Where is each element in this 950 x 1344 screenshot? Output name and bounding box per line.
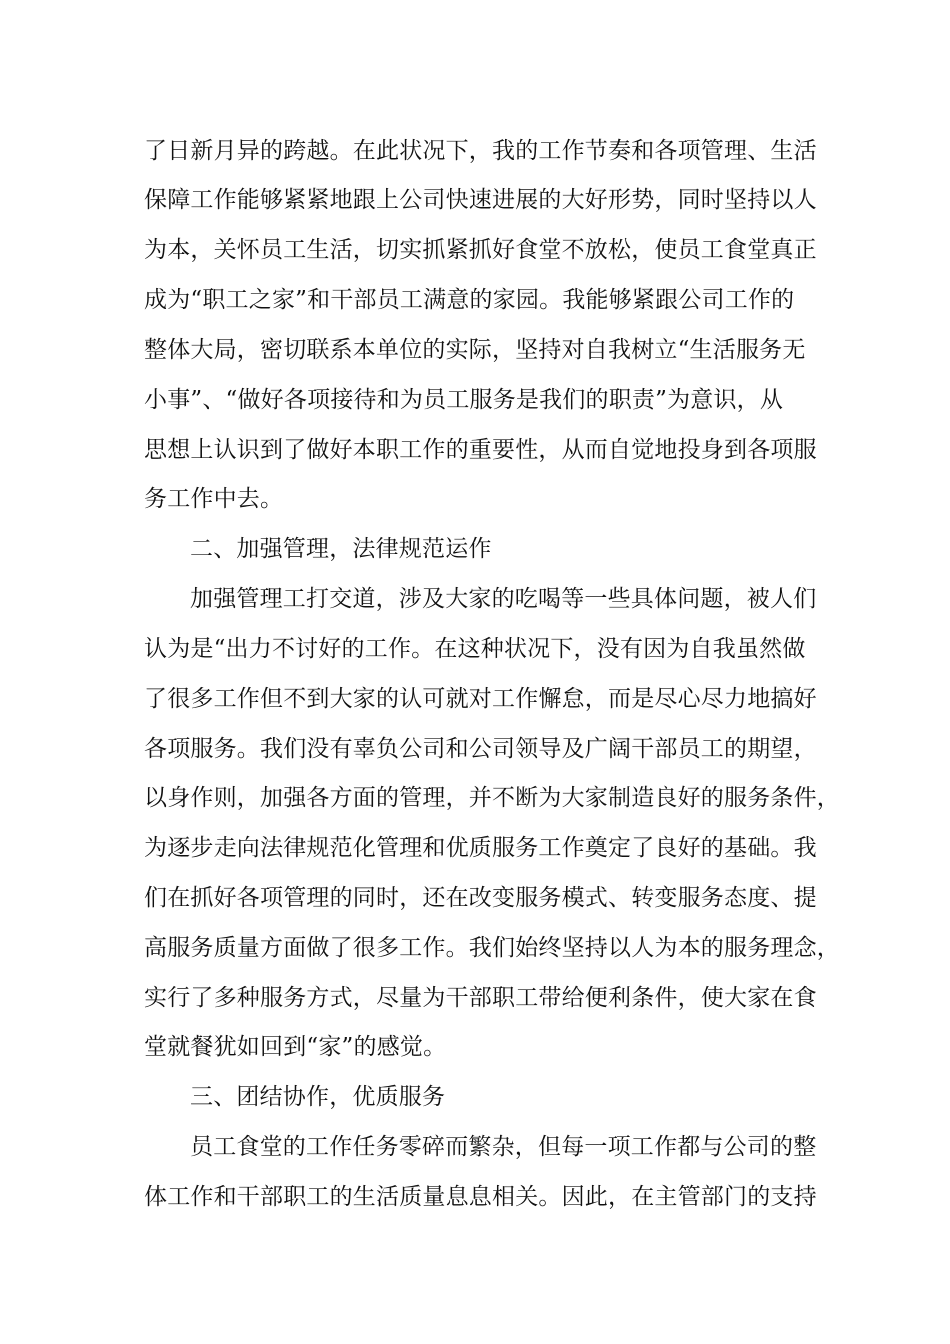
- text-line: 加强管理工打交道，涉及大家的吃喝等一些具体问题，被人们: [190, 586, 817, 612]
- text-line: 整体大局，密切联系本单位的实际，坚持对自我树立“生活服务无: [144, 337, 806, 363]
- section-heading: 二、加强管理，法律规范运作: [190, 536, 492, 562]
- text-line: 务工作中去。: [144, 486, 284, 512]
- text-line: 了很多工作但不到大家的认可就对工作懈怠，而是尽心尽力地搞好: [144, 686, 817, 712]
- text-line: 了日新月异的跨越。在此状况下，我的工作节奏和各项管理、生活: [144, 138, 817, 164]
- text-line: 体工作和干部职工的生活质量息息相关。因此，在主管部门的支持: [144, 1184, 817, 1210]
- text-line: 高服务质量方面做了很多工作。我们始终坚持以人为本的服务理念，: [144, 935, 840, 961]
- text-line: 员工食堂的工作任务零碎而繁杂，但每一项工作都与公司的整: [190, 1134, 817, 1160]
- text-line: 为本，关怀员工生活，切实抓紧抓好食堂不放松，使员工食堂真正: [144, 237, 817, 263]
- text-line: 为逐步走向法律规范化管理和优质服务工作奠定了良好的基础。我: [144, 835, 817, 861]
- text-line: 以身作则，加强各方面的管理，并不断为大家制造良好的服务条件，: [144, 785, 840, 811]
- text-line: 们在抓好各项管理的同时，还在改变服务模式、转变服务态度、提: [144, 885, 817, 911]
- text-line: 堂就餐犹如回到“家”的感觉。: [144, 1034, 447, 1060]
- text-line: 认为是“出力不讨好的工作。在这种状况下，没有因为自我虽然做: [144, 636, 806, 662]
- text-line: 保障工作能够紧紧地跟上公司快速进展的大好形势，同时坚持以人: [144, 187, 817, 213]
- text-line: 小事”、“做好各项接待和为员工服务是我们的职责”为意识，从: [144, 387, 784, 413]
- text-line: 各项服务。我们没有辜负公司和公司领导及广阔干部员工的期望，: [144, 736, 817, 762]
- text-line: 成为“职工之家”和干部员工满意的家园。我能够紧跟公司工作的: [144, 287, 795, 313]
- text-line: 思想上认识到了做好本职工作的重要性，从而自觉地投身到各项服: [144, 437, 817, 463]
- text-line: 实行了多种服务方式，尽量为干部职工带给便利条件，使大家在食: [144, 985, 817, 1011]
- section-heading: 三、团结协作，优质服务: [190, 1084, 446, 1110]
